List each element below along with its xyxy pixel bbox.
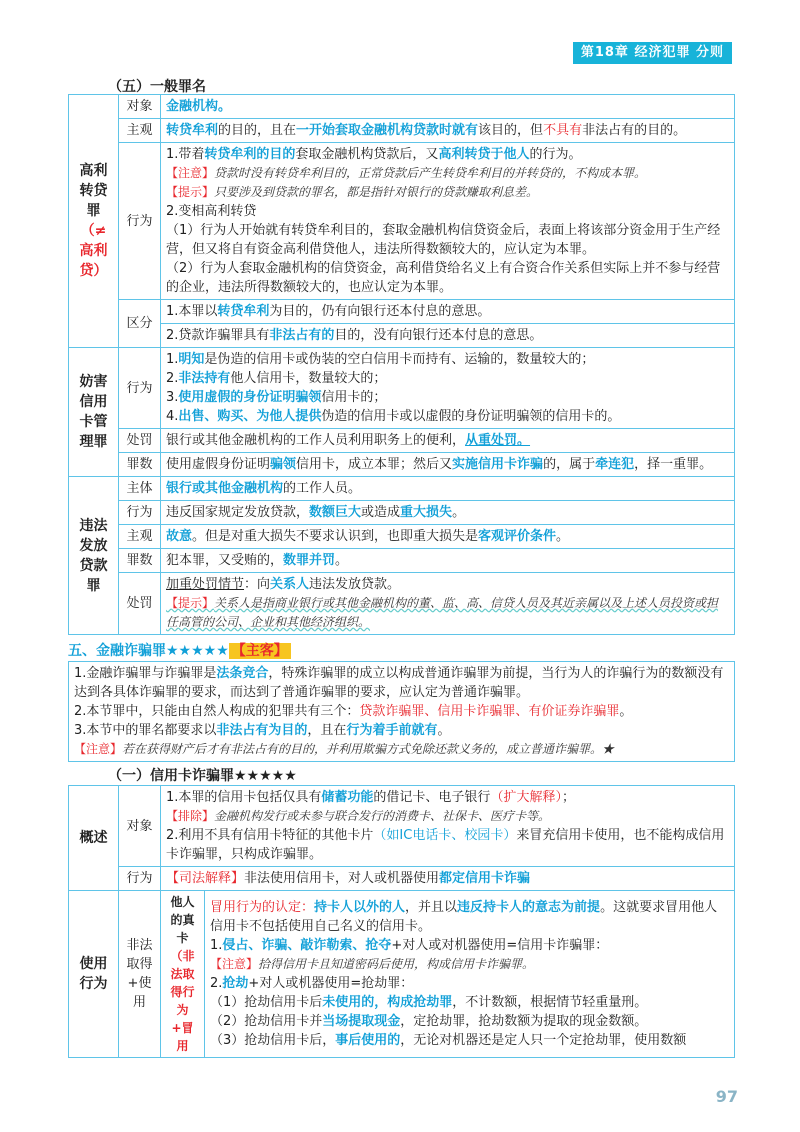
usury-distinguish-2: 2.贷款诈骗罪具有非法占有的目的，没有向银行还本付息的意思。 <box>161 324 735 348</box>
label-use-behavior: 使用行为 <box>69 891 119 1058</box>
usury-object: 金融机构。 <box>161 95 735 119</box>
label-counts: 罪数 <box>119 453 161 477</box>
label-act: 行为 <box>119 348 161 429</box>
badge-subjective-objective: 【主客】 <box>229 643 291 659</box>
label-act: 行为 <box>119 867 161 891</box>
illegal-loan-subjective: 故意。但是对重大损失不要求认识到，也即重大损失是客观评价条件。 <box>161 525 735 549</box>
card-use-detail: 冒用行为的认定：持卡人以外的人，并且以违反持卡人的意志为前提。这就要求冒用他人信用卡不包括使用自己名义的信用卡。 1.侵占、诈骗、敲诈勒索、抢夺+对人或对机器使用=信用卡诈骗罪： 【注意】拾得信用卡且知道密码后使用，构成信用卡诈骗罪。 2.抢劫+对人或机器使用=抢劫罪： （1）抢劫信用卡后未使用的，构成抢劫罪，不计数额，根据情节轻重量刑。 （2）抢劫信用卡并当场提取现金，定抢劫罪，抢劫数额为提取的现金数额。 （3）抢劫信用卡后，事后使用的，无论对机器还是定人只一个定抢劫罪，使用数额 <box>205 891 735 1058</box>
label-act: 行为 <box>119 143 161 300</box>
label-others-real-card: 他人的真卡 （非法取得行为+冒用 <box>161 891 205 1058</box>
label-subjective: 主观 <box>119 119 161 143</box>
label-subjective: 主观 <box>119 525 161 549</box>
usury-subjective: 转贷牟利的目的，且在一开始套取金融机构贷款时就有该目的，但不具有非法占有的目的。 <box>161 119 735 143</box>
crime-name-card-management: 妨害 信用 卡管 理罪 <box>69 348 119 477</box>
crime-name-illegal-loan: 违法 发放 贷款 罪 <box>69 477 119 635</box>
illegal-loan-punishment: 加重处罚情节：向关系人违法发放贷款。 【提示】关系人是指商业银行或其他金融机构的董、监、高、信贷人员及其近亲属以及上述人员投资或担任高管的公司、企业和其他经济组织。 <box>161 573 735 635</box>
illegal-loan-subject: 银行或其他金融机构的工作人员。 <box>161 477 735 501</box>
label-punishment: 处罚 <box>119 573 161 635</box>
card-object: 1.本罪的信用卡包括仅具有储蓄功能的借记卡、电子银行（扩大解释）； 【排除】金融机构发行或未参与联合发行的消费卡、社保卡、医疗卡等。 2.利用不具有信用卡特征的其他卡片（如IC电话卡、校园卡）来冒充信用卡使用，也不能构成信用卡诈骗罪，只构成诈骗罪。 <box>161 786 735 867</box>
section-title-financial-fraud: 五、金融诈骗罪★★★★★ 【主客】 <box>68 640 291 660</box>
illegal-loan-counts: 犯本罪，又受贿的，数罪并罚。 <box>161 549 735 573</box>
label-act: 行为 <box>119 501 161 525</box>
label-object: 对象 <box>119 786 161 867</box>
label-object: 对象 <box>119 95 161 119</box>
illegal-loan-act: 违反国家规定发放贷款，数额巨大或造成重大损失。 <box>161 501 735 525</box>
section-title-general: （五）一般罪名 <box>108 79 206 95</box>
card-mgmt-punishment: 银行或其他金融机构的工作人员利用职务上的便利，从重处罚。 <box>161 429 735 453</box>
label-overview: 概述 <box>69 786 119 891</box>
chapter-header: 第18章 经济犯罪 分则 <box>573 42 732 64</box>
crime-name-usury-loan: 高利 转贷 罪 （≠ 高利 贷） <box>69 95 119 348</box>
credit-card-fraud-table <box>68 785 735 1058</box>
general-crimes-table <box>68 94 735 635</box>
card-act: 【司法解释】非法使用信用卡，对人或机器使用都定信用卡诈骗 <box>161 867 735 891</box>
card-mgmt-act: 1.明知是伪造的信用卡或伪装的空白信用卡而持有、运输的，数量较大的； 2.非法持有他人信用卡，数量较大的； 3.使用虚假的身份证明骗领信用卡的； 4.出售、购买、为他人提供伪造的信用卡或以虚假的身份证明骗领的信用卡的。 <box>161 348 735 429</box>
section-title-credit-card-fraud: （一）信用卡诈骗罪★★★★★ <box>108 768 297 784</box>
label-punishment: 处罚 <box>119 429 161 453</box>
label-counts: 罪数 <box>119 549 161 573</box>
card-mgmt-counts: 使用虚假身份证明骗领信用卡，成立本罪；然后又实施信用卡诈骗的，属于牵连犯，择一重罪。 <box>161 453 735 477</box>
usury-act: 1.带着转贷牟利的目的套取金融机构贷款后，又高利转贷于他人的行为。 【注意】贷款时没有转贷牟利目的，正常贷款后产生转贷牟利目的并转贷的，不构成本罪。 【提示】只要涉及到贷款的罪名，都是指针对银行的贷款赚取利息差。 2.变相高利转贷 （1）行为人开始就有转贷牟利目的，套取金融机构信贷资金后，表面上将该部分资金用于生产经营，但又将自有资金高利借贷他人，违法所得数额较大的，应认定为本罪。 （2）行为人套取金融机构的信贷资金，高利借贷给名义上有合资合作关系但实际上并不参与经营的企业，违法所得数额较大的，也应认定为本罪。 <box>161 143 735 300</box>
usury-distinguish-1: 1.本罪以转贷牟利为目的，仍有向银行还本付息的意思。 <box>161 300 735 324</box>
page-number: 97 <box>715 1087 738 1106</box>
label-subject: 主体 <box>119 477 161 501</box>
label-distinguish: 区分 <box>119 300 161 348</box>
financial-fraud-summary: 1.金融诈骗罪与诈骗罪是法条竞合，特殊诈骗罪的成立以构成普通诈骗罪为前提，当行为人的诈骗行为的数额没有达到各具体诈骗罪的要求，而达到了普通诈骗罪的要求，应认定为普通诈骗罪。 2.本节罪中，只能由自然人构成的犯罪共有三个：贷款诈骗罪、信用卡诈骗罪、有价证券诈骗罪。 3.本节中的罪名都要求以非法占有为目的，且在行为着手前就有。 【注意】若在获得财产后才有非法占有的目的，并利用欺骗方式免除还款义务的，成立普通诈骗罪。★ <box>68 661 735 762</box>
label-illegal-obtain-use: 非法取得+使用 <box>119 891 161 1058</box>
